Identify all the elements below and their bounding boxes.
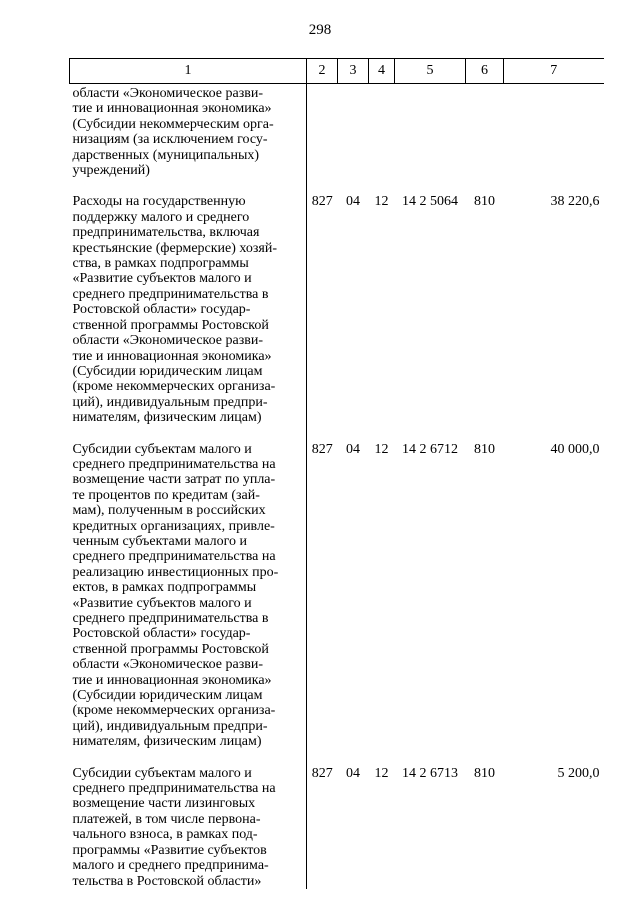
amount-value: 38 220,6 [550, 194, 600, 210]
description-line: среднего предпринимательства на [72, 549, 276, 565]
row-description [70, 766, 307, 889]
description-line: Ростовской области» государ- [72, 302, 251, 318]
description-line: те процентов по кредитам (зай- [72, 487, 260, 503]
table-row [70, 766, 604, 889]
description-line: среднего предпринимательства в [72, 611, 269, 626]
target-article-code: 14 2 6713 [402, 765, 458, 781]
description-line: платежей, в том числе первона- [72, 811, 261, 827]
description-line: тие и инновационная экономика» [72, 672, 272, 688]
subsection-code: 12 [374, 441, 389, 457]
column-header-5: 5 [395, 59, 466, 84]
target-article-code [395, 84, 466, 179]
row-description [70, 442, 307, 750]
amount-value: 5 200,0 [557, 765, 600, 781]
table-header-row [70, 59, 604, 84]
description-line: области «Экономическое разви- [72, 333, 264, 349]
description-line: Ростовской области» государ- [72, 626, 251, 642]
column-header-6: 6 [466, 59, 504, 84]
description-line: тие и инновационная экономика» [72, 348, 272, 364]
description-line: Субсидии субъектам малого и [72, 441, 252, 457]
description-line: чального взноса, в рамках под- [72, 827, 258, 843]
description-line: (кроме некоммерческих организа- [72, 379, 276, 395]
description-line: дарственных (муниципальных) [72, 147, 260, 163]
section-code: 04 [346, 194, 360, 210]
description-line: ственной программы Ростовской [72, 641, 269, 657]
budget-table [69, 58, 604, 889]
description-line: (Субсидии некоммерческим орга- [72, 116, 274, 132]
row-description [70, 194, 307, 425]
description-line: (Субсидии юридическим лицам [72, 363, 263, 379]
row-spacer [70, 750, 604, 766]
column-header-3: 3 [338, 59, 369, 84]
description-line: тельства в Ростовской области» [72, 873, 262, 889]
description-line: среднего предпринимательства на [72, 456, 276, 472]
subsection-code [369, 84, 395, 179]
description-line: низациям (за исключением госу- [72, 132, 268, 148]
column-header-1: 1 [70, 59, 307, 84]
section-code [338, 84, 369, 179]
description-line: «Развитие субъектов малого и [72, 271, 252, 287]
target-article-code: 14 2 6712 [402, 441, 458, 457]
amount-value: 40 000,0 [550, 441, 600, 457]
page-number: 298 [308, 22, 332, 38]
expense-type-code: 810 [474, 441, 495, 457]
expense-type-code [466, 84, 504, 179]
description-line: реализацию инвестиционных про- [72, 564, 279, 580]
description-line: среднего предпринимательства на [72, 781, 276, 797]
description-line: (кроме некоммерческих организа- [72, 703, 276, 719]
target-article-code: 14 2 5064 [402, 194, 458, 210]
description-line: возмещение части лизинговых [72, 796, 256, 812]
section-code: 04 [346, 765, 360, 781]
description-line: предпринимательства, включая [72, 225, 260, 241]
description-line: ектов, в рамках подпрограммы [72, 580, 257, 596]
description-line: поддержку малого и среднего [72, 209, 250, 225]
table-row [70, 194, 604, 425]
ministry-code: 827 [311, 194, 333, 210]
description-line: программы «Развитие субъектов [72, 842, 267, 858]
description-line: области «Экономическое разви- [72, 657, 264, 673]
description-line: учреждений) [72, 163, 150, 179]
description-line: (Субсидии юридическим лицам [72, 688, 263, 704]
section-code: 04 [346, 441, 360, 457]
table-row [70, 442, 604, 750]
ministry-code: 827 [311, 765, 333, 781]
description-line: среднего предпринимательства в [72, 286, 269, 302]
subsection-code: 12 [374, 765, 389, 781]
description-line: крестьянские (фермерские) хозяй- [72, 240, 278, 256]
column-header-4: 4 [369, 59, 395, 84]
description-line: возмещение части затрат по упла- [72, 472, 276, 488]
description-line: нимателям, физическим лицам) [72, 410, 262, 426]
ministry-code [307, 84, 338, 179]
amount-value [504, 84, 604, 179]
table-row [70, 84, 604, 179]
subsection-code: 12 [374, 194, 389, 210]
table-body [70, 84, 604, 889]
description-line: мам), полученным в российских [72, 503, 266, 519]
description-line: малого и среднего предпринима- [72, 858, 269, 874]
description-line: ций), индивидуальным предпри- [72, 718, 268, 734]
ministry-code: 827 [311, 441, 333, 457]
description-line: Субсидии субъектам малого и [72, 765, 252, 781]
row-description [70, 84, 307, 179]
row-spacer [70, 426, 604, 442]
description-line: области «Экономическое разви- [72, 86, 264, 101]
description-line: ченным субъектами малого и [72, 533, 248, 549]
expense-type-code: 810 [474, 765, 495, 781]
column-header-2: 2 [307, 59, 338, 84]
description-line: кредитных организациях, привле- [72, 518, 275, 534]
description-line: «Развитие субъектов малого и [72, 595, 252, 611]
description-line: тие и инновационная экономика» [72, 101, 272, 117]
description-line: Расходы на государственную [72, 194, 246, 210]
description-line: ций), индивидуальным предпри- [72, 394, 268, 410]
description-line: нимателям, физическим лицам) [72, 734, 262, 750]
description-line: ственной программы Ростовской [72, 317, 269, 333]
row-spacer [70, 178, 604, 194]
column-header-7: 7 [504, 59, 604, 84]
expense-type-code: 810 [474, 194, 495, 210]
description-line: ства, в рамках подпрограммы [72, 256, 249, 272]
